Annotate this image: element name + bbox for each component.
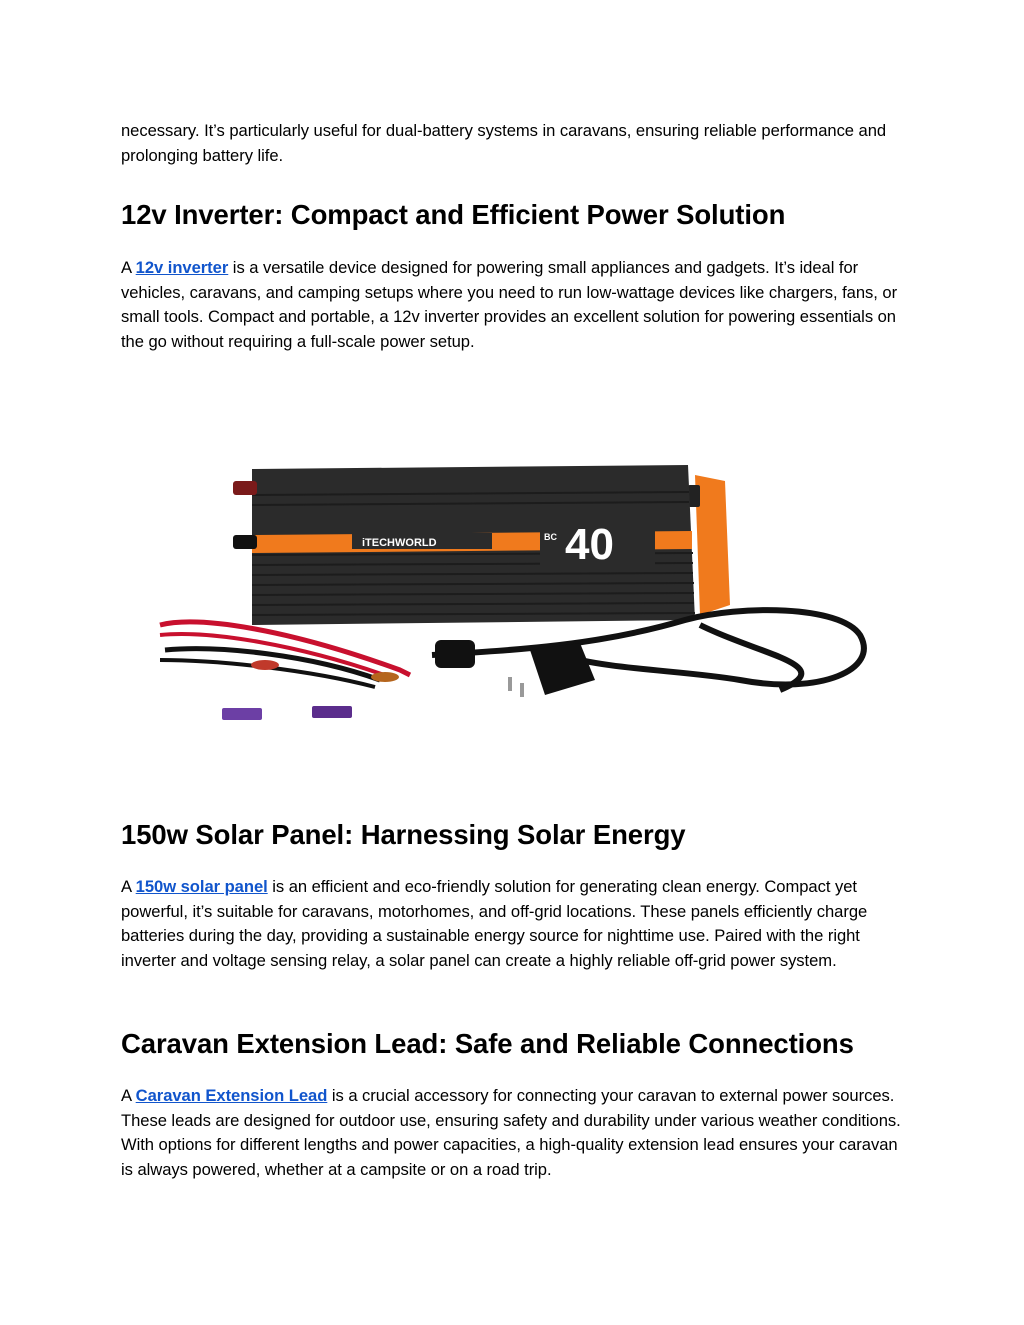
negative-terminal xyxy=(233,535,257,549)
mains-plug xyxy=(530,643,595,695)
clip-copper xyxy=(371,672,399,682)
fuse-1 xyxy=(222,708,262,720)
model-prefix: BC xyxy=(544,532,557,542)
solar-paragraph xyxy=(121,875,911,973)
fuse-2 xyxy=(312,706,352,718)
extension-lead-lead-text: A xyxy=(121,1086,136,1105)
brand-text: iTECHWORLD xyxy=(362,537,437,549)
inverter-lead-text: A xyxy=(121,258,136,277)
inverter-paragraph xyxy=(121,256,911,354)
inverter-rest-text: is a versatile device designed for powering small appliances and gadgets. It’s ideal for vehicles, caravans, and camping setups where you need to run low-wattage devices like chargers, fans, or small tools. Compact and portable, a 12v inverter provides an excellent solution for powering essentials on the go without requiring a full-scale power setup. xyxy=(121,258,898,351)
charger-switch xyxy=(688,485,700,507)
section-solar xyxy=(121,818,911,852)
solar-link[interactable]: 150w solar panel xyxy=(135,877,268,896)
model-number: 40 xyxy=(565,520,614,569)
inverter-body xyxy=(121,256,911,354)
extension-lead-heading: Caravan Extension Lead: Safe and Reliable Connections xyxy=(121,1028,854,1059)
solar-body xyxy=(121,875,911,973)
iec-connector xyxy=(435,640,475,668)
section-extension-lead xyxy=(121,1027,911,1061)
inverter-heading: 12v Inverter: Compact and Efficient Power Solution xyxy=(121,199,786,230)
product-image xyxy=(140,455,920,755)
solar-rest-text: is an efficient and eco-friendly solution for generating clean energy. Compact yet powerful, it’s suitable for caravans, motorhomes, and off-grid locations. These panels efficiently charge batteries during the day, providing a sustainable energy source for nighttime use. Paired with the right inverter and voltage sensing relay, a solar panel can create a highly reliable off-grid power system. xyxy=(121,877,868,970)
clip-red xyxy=(251,660,279,670)
charger-illustration xyxy=(140,455,920,755)
intro-block xyxy=(121,119,911,168)
extension-lead-body xyxy=(121,1084,911,1182)
section-inverter xyxy=(121,198,911,232)
positive-terminal xyxy=(233,481,257,495)
extension-lead-rest-text: is a crucial accessory for connecting your caravan to external power sources. These leads are designed for outdoor use, ensuring safety and durability under various weather conditions. With options for different lengths and power capacities, a high-quality extension lead ensures your caravan is always powered, whether at a campsite or on a road trip. xyxy=(121,1086,901,1179)
extension-lead-link[interactable]: Caravan Extension Lead xyxy=(135,1086,328,1105)
extension-lead-paragraph xyxy=(121,1084,911,1182)
charger-bracket xyxy=(695,475,730,615)
solar-heading: 150w Solar Panel: Harnessing Solar Energy xyxy=(121,819,686,850)
solar-lead-text: A xyxy=(121,877,136,896)
inverter-link[interactable]: 12v inverter xyxy=(135,258,229,277)
intro-paragraph: necessary. It’s particularly useful for dual-battery systems in caravans, ensuring reliable performance and prolonging battery life. xyxy=(121,121,887,165)
